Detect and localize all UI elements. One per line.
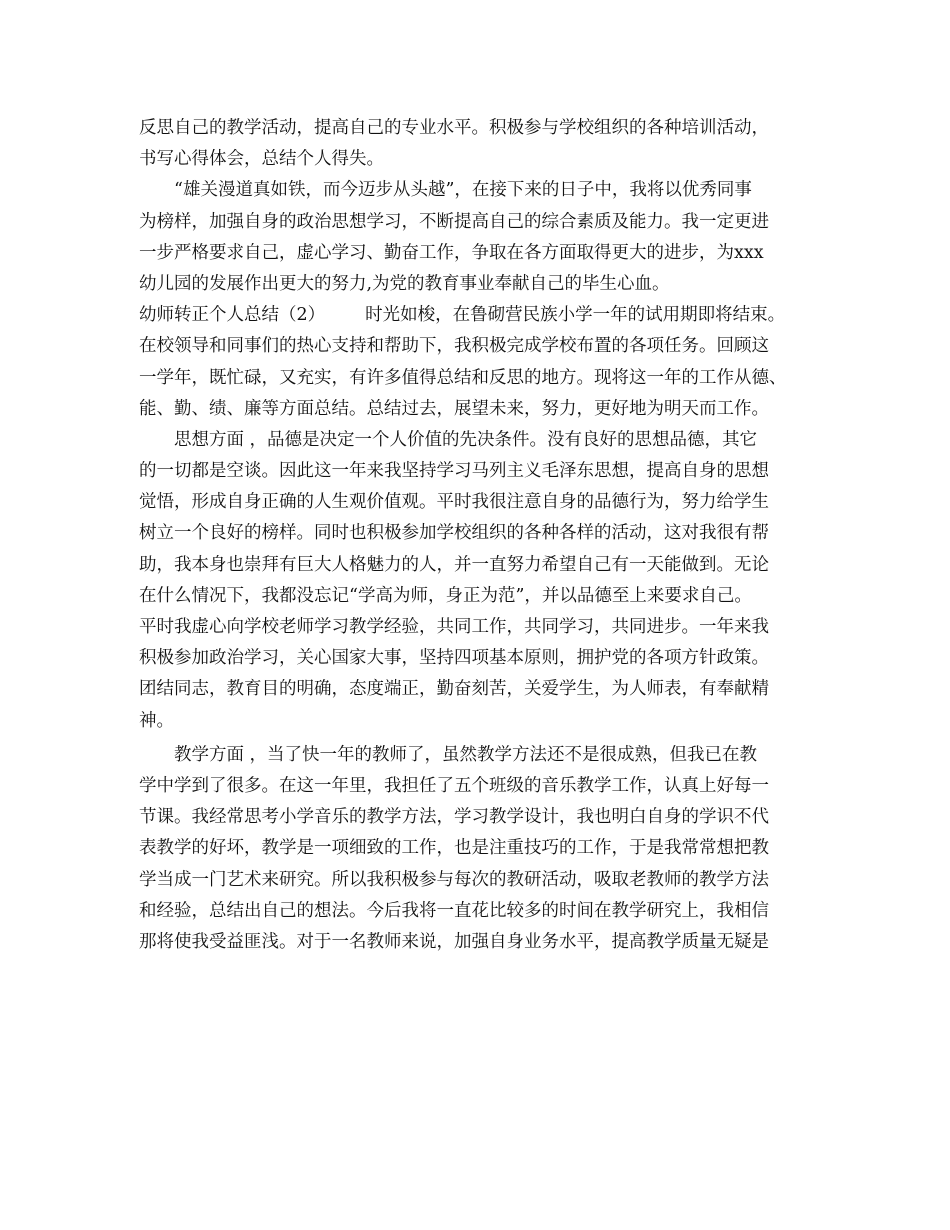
text-line: 幼儿园的发展作出更大的努力,为党的教育事业奉献自己的毕生心血。	[139, 273, 670, 294]
text-line: 那将使我受益匪浅。对于一名教师来说，加强自身业务水平，提高教学质量无疑是	[139, 931, 769, 952]
text-line: 积极参加政治学习，关心国家大事，坚持四项基本原则，拥护党的各项方针政策。	[139, 648, 769, 669]
text-line: 节课。我经常思考小学音乐的教学方法，学习教学设计，我也明白自身的学识不代	[139, 807, 769, 828]
text-line: 在什么情况下，我都没忘记“学高为师，身正为范”，并以品德至上来要求自己。	[139, 585, 752, 606]
text-line: 思想方面 ，品德是决定一个人价值的先决条件。没有良好的思想品德，其它	[174, 429, 758, 450]
section-heading-line	[139, 300, 839, 331]
text-line: 教学方面 ，当了快一年的教师了，虽然教学方法还不是很成熟，但我已在教	[174, 744, 758, 765]
text-line: 反思自己的教学活动，提高自己的专业水平。积极参与学校组织的各种培训活动，	[139, 118, 769, 138]
text-line: 表教学的好坏，教学是一项细致的工作，也是注重技巧的工作，于是我常常想把教	[139, 838, 769, 859]
text-line: 平时我虚心向学校老师学习教学经验，共同工作，共同学习，共同进步。一年来我	[139, 617, 769, 637]
text-line: “雄关漫道真如铁，而今迈步从头越”，在接下来的日子中，我将以优秀同事	[174, 180, 752, 201]
document-body	[139, 113, 839, 958]
text-line: 树立一个良好的榜样。同时也积极参加学校组织的各种各样的活动，这对我很有帮	[139, 523, 769, 544]
text-line: 书写心得体会，总结个人得失。	[139, 149, 384, 170]
text-line: 学当成一门艺术来研究。所以我积极参与每次的教研活动，吸取老教师的教学方法	[139, 869, 769, 890]
text-line: 觉悟，形成自身正确的人生观价值观。平时我很注意自身的品德行为，努力给学生	[139, 492, 769, 513]
text-line: 学中学到了很多。在这一年里，我担任了五个班级的音乐教学工作，认真上好每一	[139, 775, 769, 796]
text-line: 一学年，既忙碌，又充实，有许多值得总结和反思的地方。现将这一年的工作从德、	[139, 367, 787, 388]
text-line: 神。	[139, 710, 174, 731]
section-heading: 幼师转正个人总结（2）	[139, 305, 326, 326]
text-line: 能、勤、绩、廉等方面总结。总结过去，展望未来，努力，更好地为明天而工作。	[139, 398, 769, 419]
text-line: 一步严格要求自己，虚心学习、勤奋工作，争取在各方面取得更大的进步，为xxx	[139, 242, 764, 263]
text-line: 助，我本身也崇拜有巨大人格魅力的人，并一直努力希望自己有一天能做到。无论	[139, 554, 769, 575]
text-line: 在校领导和同事们的热心支持和帮助下，我积极完成学校布置的各项任务。回顾这	[139, 336, 769, 357]
text-line: 和经验，总结出自己的想法。今后我将一直花比较多的时间在教学研究上，我相信	[139, 900, 769, 921]
text-line: 为榜样，加强自身的政治思想学习，不断提高自己的综合素质及能力。我一定更进	[139, 211, 769, 232]
text-line: 时光如梭，在鲁砌营民族小学一年的试用期即将结束。	[365, 305, 786, 326]
text-line: 的一切都是空谈。因此这一年来我坚持学习马列主义毛泽东思想，提高自身的思想	[139, 461, 769, 482]
text-line: 团结同志，教育目的明确，态度端正，勤奋刻苦，关爱学生，为人师表，有奉献精	[139, 679, 769, 700]
